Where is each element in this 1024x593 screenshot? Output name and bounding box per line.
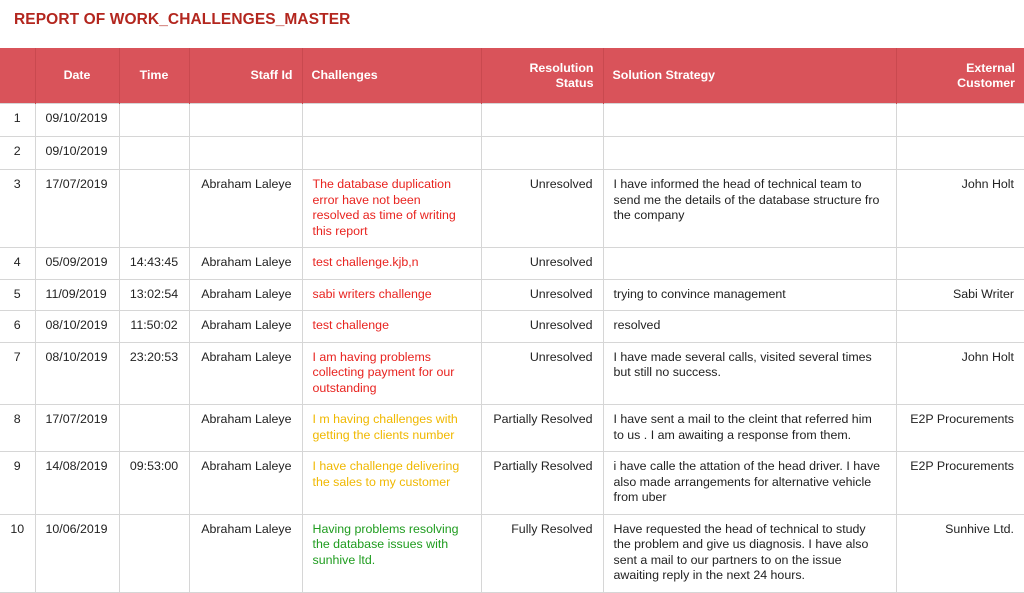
- cell-challenge: test challenge.kjb,n: [302, 248, 481, 280]
- cell-resolution-status: Unresolved: [481, 311, 603, 343]
- cell-solution-strategy: [603, 248, 896, 280]
- table-row[interactable]: [0, 137, 1024, 170]
- cell-resolution-status: Fully Resolved: [481, 514, 603, 592]
- cell-staff-id: Abraham Laleye: [189, 170, 302, 248]
- cell-external-customer: John Holt: [896, 170, 1024, 248]
- cell-solution-strategy: trying to convince management: [603, 279, 896, 311]
- column-header-solution-strategy[interactable]: Solution Strategy: [603, 48, 896, 104]
- column-header-staff-id[interactable]: Staff Id: [189, 48, 302, 104]
- cell-solution-strategy: i have calle the attation of the head driver. I have also made arrangements for alternative vehicle from uber: [603, 452, 896, 515]
- cell-resolution-status: [481, 137, 603, 170]
- cell-date: 05/09/2019: [35, 248, 119, 280]
- row-number: 4: [0, 248, 35, 280]
- cell-solution-strategy: Have requested the head of technical to study the problem and give us diagnosis. I have also sent a mail to our partners to on the issue awaiting reply in the next 24 hours.: [603, 514, 896, 592]
- cell-time: [119, 170, 189, 248]
- table-body: [0, 104, 1024, 593]
- cell-date: 17/07/2019: [35, 170, 119, 248]
- challenges-table: [0, 48, 1024, 593]
- cell-solution-strategy: I have made several calls, visited several times but still no success.: [603, 342, 896, 405]
- cell-resolution-status: Unresolved: [481, 279, 603, 311]
- table-row[interactable]: [0, 311, 1024, 343]
- row-number: 6: [0, 311, 35, 343]
- table-row[interactable]: [0, 248, 1024, 280]
- cell-challenge: test challenge: [302, 311, 481, 343]
- cell-challenge: sabi writers challenge: [302, 279, 481, 311]
- cell-external-customer: [896, 311, 1024, 343]
- row-number: 3: [0, 170, 35, 248]
- cell-challenge: [302, 104, 481, 137]
- cell-time: 11:50:02: [119, 311, 189, 343]
- cell-staff-id: Abraham Laleye: [189, 279, 302, 311]
- cell-external-customer: [896, 137, 1024, 170]
- cell-staff-id: Abraham Laleye: [189, 248, 302, 280]
- column-header-resolution-status[interactable]: Resolution Status: [481, 48, 603, 104]
- cell-external-customer: E2P Procurements: [896, 452, 1024, 515]
- cell-challenge: I m having challenges with getting the clients number: [302, 405, 481, 452]
- cell-time: [119, 405, 189, 452]
- cell-staff-id: [189, 137, 302, 170]
- table-row[interactable]: [0, 279, 1024, 311]
- cell-solution-strategy: I have informed the head of technical team to send me the details of the database structure fro the company: [603, 170, 896, 248]
- column-header-number[interactable]: [0, 48, 35, 104]
- cell-date: 09/10/2019: [35, 137, 119, 170]
- cell-date: 11/09/2019: [35, 279, 119, 311]
- report-title: REPORT OF WORK_CHALLENGES_MASTER: [14, 11, 351, 28]
- cell-time: 14:43:45: [119, 248, 189, 280]
- column-header-external-customer[interactable]: External Customer: [896, 48, 1024, 104]
- cell-time: 09:53:00: [119, 452, 189, 515]
- cell-staff-id: [189, 104, 302, 137]
- cell-challenge: [302, 137, 481, 170]
- cell-external-customer: Sabi Writer: [896, 279, 1024, 311]
- cell-external-customer: John Holt: [896, 342, 1024, 405]
- column-header-time[interactable]: Time: [119, 48, 189, 104]
- cell-date: 17/07/2019: [35, 405, 119, 452]
- cell-resolution-status: Partially Resolved: [481, 405, 603, 452]
- table-row[interactable]: [0, 170, 1024, 248]
- cell-staff-id: Abraham Laleye: [189, 342, 302, 405]
- cell-external-customer: [896, 104, 1024, 137]
- cell-challenge: The database duplication error have not been resolved as time of writing this report: [302, 170, 481, 248]
- cell-date: 14/08/2019: [35, 452, 119, 515]
- cell-time: 23:20:53: [119, 342, 189, 405]
- cell-solution-strategy: [603, 137, 896, 170]
- cell-challenge: I am having problems collecting payment for our outstanding: [302, 342, 481, 405]
- column-header-date[interactable]: Date: [35, 48, 119, 104]
- cell-time: [119, 104, 189, 137]
- table-row[interactable]: [0, 342, 1024, 405]
- cell-external-customer: [896, 248, 1024, 280]
- cell-time: [119, 137, 189, 170]
- row-number: 10: [0, 514, 35, 592]
- cell-solution-strategy: I have sent a mail to the cleint that referred him to us . I am awaiting a response from them.: [603, 405, 896, 452]
- cell-challenge: I have challenge delivering the sales to my customer: [302, 452, 481, 515]
- cell-resolution-status: Unresolved: [481, 248, 603, 280]
- row-number: 5: [0, 279, 35, 311]
- cell-staff-id: Abraham Laleye: [189, 452, 302, 515]
- row-number: 7: [0, 342, 35, 405]
- cell-date: 08/10/2019: [35, 311, 119, 343]
- column-header-challenges[interactable]: Challenges: [302, 48, 481, 104]
- cell-staff-id: Abraham Laleye: [189, 311, 302, 343]
- cell-time: 13:02:54: [119, 279, 189, 311]
- table-row[interactable]: [0, 104, 1024, 137]
- row-number: 8: [0, 405, 35, 452]
- cell-external-customer: E2P Procurements: [896, 405, 1024, 452]
- cell-staff-id: Abraham Laleye: [189, 514, 302, 592]
- cell-solution-strategy: resolved: [603, 311, 896, 343]
- row-number: 1: [0, 104, 35, 137]
- cell-challenge: Having problems resolving the database issues with sunhive ltd.: [302, 514, 481, 592]
- table-row[interactable]: [0, 514, 1024, 592]
- cell-resolution-status: Partially Resolved: [481, 452, 603, 515]
- cell-resolution-status: [481, 104, 603, 137]
- table-row[interactable]: [0, 405, 1024, 452]
- cell-staff-id: Abraham Laleye: [189, 405, 302, 452]
- table-header: [0, 48, 1024, 104]
- row-number: 9: [0, 452, 35, 515]
- cell-time: [119, 514, 189, 592]
- cell-resolution-status: Unresolved: [481, 342, 603, 405]
- cell-date: 10/06/2019: [35, 514, 119, 592]
- cell-date: 09/10/2019: [35, 104, 119, 137]
- cell-external-customer: Sunhive Ltd.: [896, 514, 1024, 592]
- row-number: 2: [0, 137, 35, 170]
- cell-solution-strategy: [603, 104, 896, 137]
- table-row[interactable]: [0, 452, 1024, 515]
- cell-date: 08/10/2019: [35, 342, 119, 405]
- cell-resolution-status: Unresolved: [481, 170, 603, 248]
